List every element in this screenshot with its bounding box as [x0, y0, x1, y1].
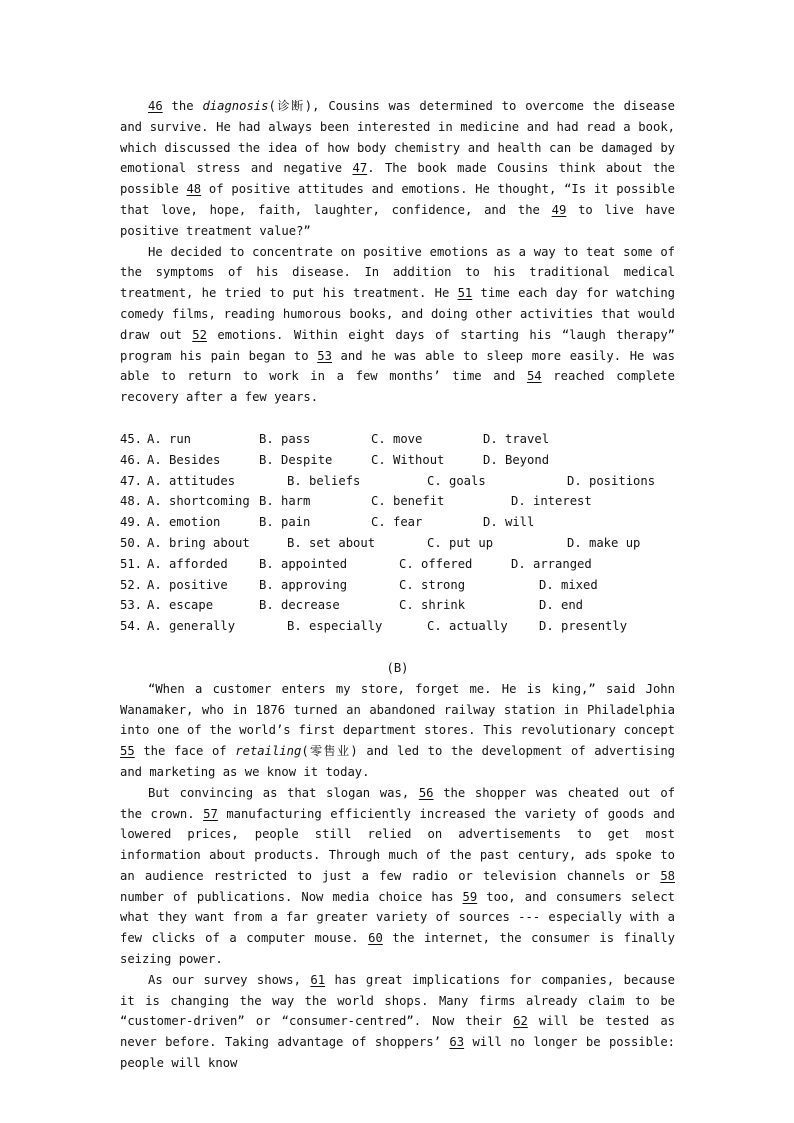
question-number: 52.: [120, 577, 143, 592]
option-row-52: [120, 575, 675, 596]
option-c: C. put up: [427, 535, 494, 550]
blank-54: 54: [526, 369, 542, 384]
text: too, and consumers select what they want from a far greater variety of sources --- especially with a few clicks of a computer mouse.: [120, 889, 675, 946]
blank-48: 48: [186, 182, 202, 197]
option-d: D. positions: [567, 473, 656, 488]
option-a: A. attitudes: [147, 473, 236, 488]
question-number: 54.: [120, 619, 143, 634]
option-row-50: [120, 533, 675, 554]
passage-b-paragraph-1: [120, 679, 675, 783]
option-row-53: [120, 595, 675, 616]
text: . The book made Cousins think about the possible: [120, 161, 675, 197]
option-d: D. Beyond: [483, 452, 550, 467]
text: will no longer be possible: people will know: [120, 1035, 675, 1071]
option-a: A. positive: [147, 577, 228, 592]
question-number: 49.: [120, 515, 143, 530]
section-b-heading: (B): [386, 660, 409, 675]
blank-56: 56: [418, 785, 434, 800]
option-b: B. pass: [259, 431, 311, 446]
option-a: A. bring about: [147, 535, 250, 550]
option-c: C. actually: [427, 619, 508, 634]
text: will be tested as never before. Taking advantage of shoppers’: [120, 1014, 676, 1050]
option-row-49: [120, 512, 675, 533]
passage-b-paragraph-2: [120, 783, 675, 970]
blank-59: 59: [462, 889, 478, 904]
option-c: C. Without: [371, 452, 445, 467]
passage-a-paragraph-1: [120, 96, 675, 242]
option-d: D. arranged: [511, 556, 592, 571]
option-row-46: [120, 450, 675, 471]
text: the face of: [134, 744, 236, 759]
blank-57: 57: [203, 806, 218, 821]
option-d: D. presently: [539, 619, 628, 634]
blank-47: 47: [352, 161, 368, 176]
question-number: 45.: [120, 431, 143, 446]
option-c: C. move: [371, 431, 423, 446]
question-number: 46.: [120, 452, 143, 467]
text: “When a customer enters my store, forget me. He is king,” said John Wanamaker, who in 1876 turned an abandoned railway station in Philadelphia into one of the world’s first department stores. This revolutionary concept: [120, 681, 675, 738]
blank-61: 61: [310, 972, 326, 987]
text: the internet, the consumer is finally seizing power.: [120, 931, 675, 967]
option-a: A. afforded: [147, 556, 228, 571]
blank-55: 55: [120, 744, 135, 759]
text: (诊断), Cousins was determined to overcome the disease and survive. He had always been interested in medicine and had read a book, which discussed the idea of how body chemistry and health can be damaged by emotional stress and negative: [120, 99, 676, 176]
option-c: C. goals: [427, 473, 486, 488]
option-d: D. travel: [483, 431, 550, 446]
text: manufacturing efficiently increased the variety of goods and lowered prices, people still relied on advertisements to get most information about products. Through much of the past century, ads spoke to an audience restricted to just a few radio or television channels or: [120, 806, 675, 883]
text: time each day for watching comedy films, reading humorous books, and doing other activities that would draw out: [120, 286, 675, 342]
text: to live have positive treatment value?”: [120, 202, 675, 238]
blank-46: 46: [148, 99, 163, 113]
blank-58: 58: [660, 868, 675, 883]
option-d: D. will: [483, 515, 535, 530]
text: emotions. Within eight days of starting his “laugh therapy” program his pain began to: [120, 327, 676, 363]
option-c: C. fear: [371, 515, 423, 530]
option-a: A. generally: [147, 619, 236, 634]
question-number: 51.: [120, 556, 143, 571]
option-c: C. offered: [399, 556, 473, 571]
blank-60: 60: [368, 931, 383, 946]
option-b: B. appointed: [259, 556, 348, 571]
option-b: B. harm: [259, 494, 311, 509]
option-a: A. shortcoming: [147, 494, 250, 509]
question-number: 48.: [120, 494, 143, 509]
option-b: B. set about: [287, 535, 376, 550]
text: number of publications. Now media choice has: [120, 889, 463, 904]
option-row-45: [120, 429, 675, 450]
option-d: D. interest: [511, 494, 592, 509]
text: As our survey shows,: [148, 972, 311, 987]
blank-62: 62: [513, 1014, 528, 1029]
text: But convincing as that slogan was,: [148, 785, 419, 800]
passage-a-paragraph-2: [120, 242, 675, 408]
option-b: B. beliefs: [287, 473, 361, 488]
option-b: B. pain: [259, 515, 311, 530]
option-a: A. emotion: [147, 515, 221, 530]
question-number: 47.: [120, 473, 143, 488]
answer-options: [120, 429, 675, 637]
blank-51: 51: [457, 286, 473, 301]
option-row-51: [120, 554, 675, 575]
blank-53: 53: [317, 348, 332, 363]
text: has great implications for companies, because it is changing the way the world shops. Many firms already claim to be “customer-driven” or “consumer-centred”. Now their: [120, 972, 675, 1029]
option-a: A. Besides: [147, 452, 221, 467]
option-c: C. benefit: [371, 494, 445, 509]
option-c: C. strong: [399, 577, 466, 592]
option-b: B. approving: [259, 577, 348, 592]
option-b: B. decrease: [259, 598, 340, 613]
text: the: [162, 99, 203, 113]
term-diagnosis: diagnosis: [202, 99, 269, 113]
option-c: C. shrink: [399, 598, 466, 613]
option-a: A. run: [147, 431, 192, 446]
blank-49: 49: [551, 202, 567, 217]
text: the shopper was cheated out of the crown.: [120, 785, 675, 821]
text: reached complete recovery after a few years.: [120, 369, 675, 405]
text: He decided to concentrate on positive emotions as a way to teat some of the symptoms of his disease. In addition to his traditional medical treatment, he tried to put his treatment. He: [120, 244, 675, 301]
option-b: B. especially: [287, 619, 383, 634]
option-a: A. escape: [147, 598, 214, 613]
question-number: 50.: [120, 535, 143, 550]
blank-52: 52: [192, 327, 207, 342]
text: of positive attitudes and emotions. He thought, “Is it possible that love, hope, faith, laughter, confidence, and the: [120, 182, 675, 217]
term-retailing: retailing: [235, 744, 302, 759]
option-row-47: [120, 471, 675, 492]
option-d: D. end: [539, 598, 584, 613]
option-row-54: [120, 616, 675, 637]
text: and he was able to sleep more easily. He was able to return to work in a few months’ time and: [120, 348, 676, 384]
option-d: D. make up: [567, 535, 641, 550]
text: (零售业) and led to the development of advertising and marketing as we know it today.: [120, 744, 675, 779]
option-row-48: [120, 491, 675, 512]
option-d: D. mixed: [539, 577, 598, 592]
question-number: 53.: [120, 598, 143, 613]
document-page: [120, 96, 675, 1074]
blank-63: 63: [449, 1035, 465, 1050]
option-b: B. Despite: [259, 452, 333, 467]
passage-b-paragraph-3: [120, 970, 675, 1074]
